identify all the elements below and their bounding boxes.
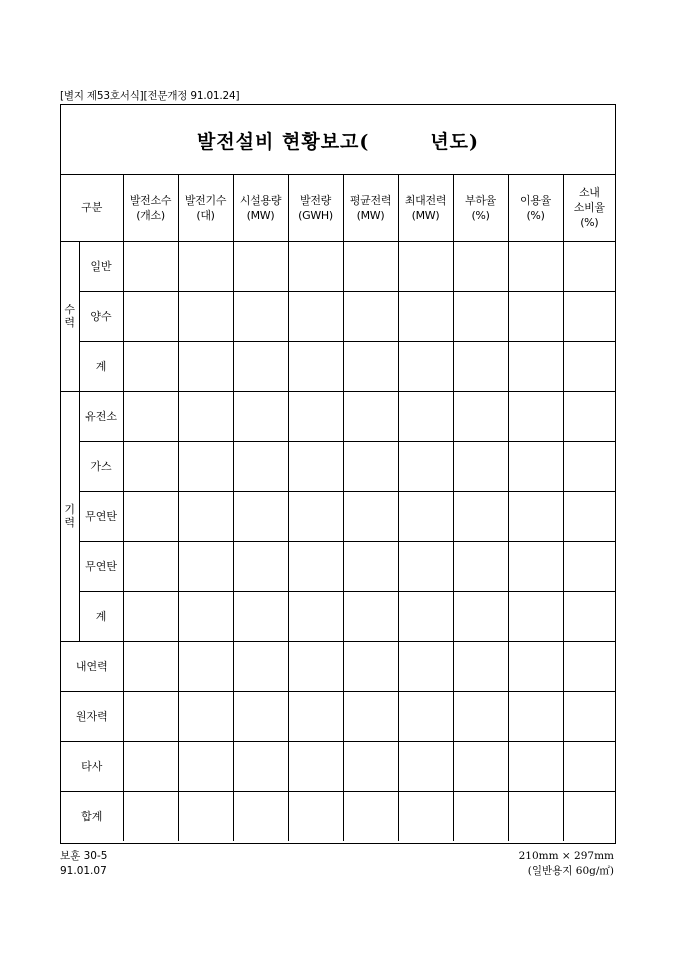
header-label: 발전량 — [300, 193, 331, 207]
cell[interactable] — [233, 541, 288, 591]
cell[interactable] — [453, 691, 508, 741]
table-row — [61, 241, 615, 291]
table-row — [61, 341, 615, 391]
row-label: 계 — [79, 341, 123, 391]
header-label-line1: 소내 — [578, 186, 600, 200]
cell[interactable] — [288, 391, 343, 441]
header-label: 발전기수 — [184, 193, 227, 207]
cell[interactable] — [398, 641, 453, 691]
cell[interactable] — [453, 591, 508, 641]
cell[interactable] — [398, 691, 453, 741]
cell[interactable] — [178, 541, 233, 591]
cell[interactable] — [453, 291, 508, 341]
group-char: 수 — [64, 302, 76, 316]
header-col-generation — [288, 175, 343, 241]
group-char: 력 — [64, 315, 76, 329]
header-col-plants — [123, 175, 178, 241]
cell[interactable] — [453, 641, 508, 691]
header-label-line2: 소비율 — [573, 201, 605, 215]
header-label: 시설용량 — [239, 193, 282, 207]
cell[interactable] — [178, 441, 233, 491]
cell[interactable] — [343, 541, 398, 591]
cell[interactable] — [233, 791, 288, 841]
group-char: 기 — [64, 502, 76, 516]
header-row — [61, 175, 615, 241]
header-col-generators — [178, 175, 233, 241]
row-label: 유전소 — [79, 391, 123, 441]
header-col-avg-power — [343, 175, 398, 241]
cell[interactable] — [398, 741, 453, 791]
cell[interactable] — [233, 241, 288, 291]
cell[interactable] — [123, 241, 178, 291]
form-number: [별지 제53호서식][전문개정 91.01.24] — [60, 90, 240, 102]
cell[interactable] — [288, 791, 343, 841]
cell[interactable] — [563, 541, 615, 591]
cell[interactable] — [343, 641, 398, 691]
cell[interactable] — [508, 541, 563, 591]
cell[interactable] — [233, 491, 288, 541]
table-row — [61, 691, 615, 741]
cell[interactable] — [563, 641, 615, 691]
cell[interactable] — [178, 491, 233, 541]
form-title: 발전설비 현황보고( 년도) — [196, 131, 480, 153]
cell[interactable] — [563, 341, 615, 391]
cell[interactable] — [233, 391, 288, 441]
cell[interactable] — [563, 491, 615, 541]
cell[interactable] — [508, 241, 563, 291]
report-table — [61, 175, 615, 841]
cell[interactable] — [288, 441, 343, 491]
cell[interactable] — [508, 641, 563, 691]
cell[interactable] — [343, 691, 398, 741]
cell[interactable] — [453, 341, 508, 391]
cell[interactable] — [288, 491, 343, 541]
cell[interactable] — [563, 291, 615, 341]
cell[interactable] — [233, 591, 288, 641]
row-label: 일반 — [79, 241, 123, 291]
row-label: 합계 — [61, 791, 123, 841]
cell[interactable] — [398, 241, 453, 291]
cell[interactable] — [508, 491, 563, 541]
cell[interactable] — [508, 441, 563, 491]
footer-right — [519, 849, 614, 879]
cell[interactable] — [343, 491, 398, 541]
table-row — [61, 791, 615, 841]
cell[interactable] — [288, 341, 343, 391]
cell[interactable] — [123, 341, 178, 391]
paper-type: (일반용지 60g/㎡) — [527, 865, 614, 877]
cell[interactable] — [123, 641, 178, 691]
cell[interactable] — [453, 491, 508, 541]
cell[interactable] — [178, 341, 233, 391]
header-label: 최대전력 — [404, 193, 447, 207]
cell[interactable] — [178, 641, 233, 691]
cell[interactable] — [343, 441, 398, 491]
table-row — [61, 441, 615, 491]
cell[interactable] — [123, 491, 178, 541]
header-category-label: 구분 — [81, 201, 103, 215]
cell[interactable] — [563, 391, 615, 441]
table-row — [61, 291, 615, 341]
row-label: 내연력 — [61, 641, 123, 691]
cell[interactable] — [288, 291, 343, 341]
cell[interactable] — [398, 291, 453, 341]
group-hydro-label — [64, 303, 76, 329]
cell[interactable] — [178, 591, 233, 641]
cell[interactable] — [288, 691, 343, 741]
cell[interactable] — [508, 391, 563, 441]
row-label: 원자력 — [61, 691, 123, 741]
group-thermal — [61, 391, 79, 641]
cell[interactable] — [398, 391, 453, 441]
cell[interactable] — [288, 641, 343, 691]
footer-date: 91.01.07 — [60, 865, 107, 877]
cell[interactable] — [343, 741, 398, 791]
cell[interactable] — [398, 541, 453, 591]
cell[interactable] — [453, 391, 508, 441]
paper-size: 210mm × 297mm — [518, 850, 614, 862]
row-label: 양수 — [79, 291, 123, 341]
row-label: 계 — [79, 591, 123, 641]
cell[interactable] — [233, 441, 288, 491]
cell[interactable] — [398, 591, 453, 641]
cell[interactable] — [288, 541, 343, 591]
cell[interactable] — [178, 291, 233, 341]
header-label: 평균전력 — [349, 193, 392, 207]
cell[interactable] — [508, 291, 563, 341]
cell[interactable] — [343, 791, 398, 841]
footer-left — [60, 849, 107, 879]
header-col-max-power — [398, 175, 453, 241]
report-form — [60, 104, 616, 844]
cell[interactable] — [123, 691, 178, 741]
header-unit: (%) — [526, 208, 545, 222]
cell[interactable] — [453, 791, 508, 841]
header-col-utilization — [508, 175, 563, 241]
cell[interactable] — [233, 741, 288, 791]
cell[interactable] — [508, 591, 563, 641]
group-hydro — [61, 241, 79, 391]
header-label: 이용율 — [520, 193, 551, 207]
cell[interactable] — [288, 591, 343, 641]
cell[interactable] — [123, 291, 178, 341]
header-unit: (MW) — [356, 208, 385, 222]
header-unit: (개소) — [136, 208, 165, 222]
cell[interactable] — [343, 341, 398, 391]
cell[interactable] — [343, 241, 398, 291]
cell[interactable] — [123, 791, 178, 841]
footer-code: 보훈 30-5 — [60, 850, 108, 862]
row-label: 무연탄 — [79, 491, 123, 541]
header-label: 부하율 — [465, 193, 496, 207]
cell[interactable] — [508, 741, 563, 791]
cell[interactable] — [563, 441, 615, 491]
header-unit: (%) — [580, 216, 599, 230]
cell[interactable] — [123, 441, 178, 491]
cell[interactable] — [178, 241, 233, 291]
header-unit: (%) — [471, 208, 490, 222]
header-label: 발전소수 — [129, 193, 172, 207]
header-unit: (MW) — [246, 208, 275, 222]
cell[interactable] — [398, 491, 453, 541]
cell[interactable] — [453, 741, 508, 791]
table-row — [61, 491, 615, 541]
row-label: 타사 — [61, 741, 123, 791]
cell[interactable] — [563, 741, 615, 791]
cell[interactable] — [288, 741, 343, 791]
group-char: 력 — [64, 515, 76, 529]
row-label: 가스 — [79, 441, 123, 491]
title-row — [61, 105, 615, 175]
cell[interactable] — [563, 691, 615, 741]
header-unit: (GWH) — [298, 208, 333, 222]
header-category — [61, 175, 123, 241]
cell[interactable] — [178, 391, 233, 441]
cell[interactable] — [563, 241, 615, 291]
cell[interactable] — [123, 591, 178, 641]
cell[interactable] — [563, 791, 615, 841]
cell[interactable] — [398, 341, 453, 391]
table-row — [61, 741, 615, 791]
cell[interactable] — [508, 791, 563, 841]
cell[interactable] — [233, 641, 288, 691]
table-row — [61, 641, 615, 691]
cell[interactable] — [453, 541, 508, 591]
header-col-load-factor — [453, 175, 508, 241]
cell[interactable] — [178, 691, 233, 741]
header-col-station-use — [563, 175, 615, 241]
cell[interactable] — [398, 791, 453, 841]
cell[interactable] — [233, 691, 288, 741]
cell[interactable] — [233, 341, 288, 391]
table-row — [61, 391, 615, 441]
cell[interactable] — [178, 741, 233, 791]
header-col-capacity — [233, 175, 288, 241]
cell[interactable] — [508, 341, 563, 391]
cell[interactable] — [343, 591, 398, 641]
cell[interactable] — [288, 241, 343, 291]
cell[interactable] — [563, 591, 615, 641]
cell[interactable] — [398, 441, 453, 491]
cell[interactable] — [453, 241, 508, 291]
header-unit: (대) — [196, 208, 215, 222]
row-label: 무연탄 — [79, 541, 123, 591]
cell[interactable] — [233, 291, 288, 341]
header-unit: (MW) — [411, 208, 440, 222]
cell[interactable] — [343, 291, 398, 341]
cell[interactable] — [508, 691, 563, 741]
cell[interactable] — [453, 441, 508, 491]
table-row — [61, 541, 615, 591]
cell[interactable] — [178, 791, 233, 841]
cell[interactable] — [123, 391, 178, 441]
group-thermal-label — [64, 503, 76, 529]
cell[interactable] — [123, 741, 178, 791]
cell[interactable] — [343, 391, 398, 441]
table-row — [61, 591, 615, 641]
cell[interactable] — [123, 541, 178, 591]
